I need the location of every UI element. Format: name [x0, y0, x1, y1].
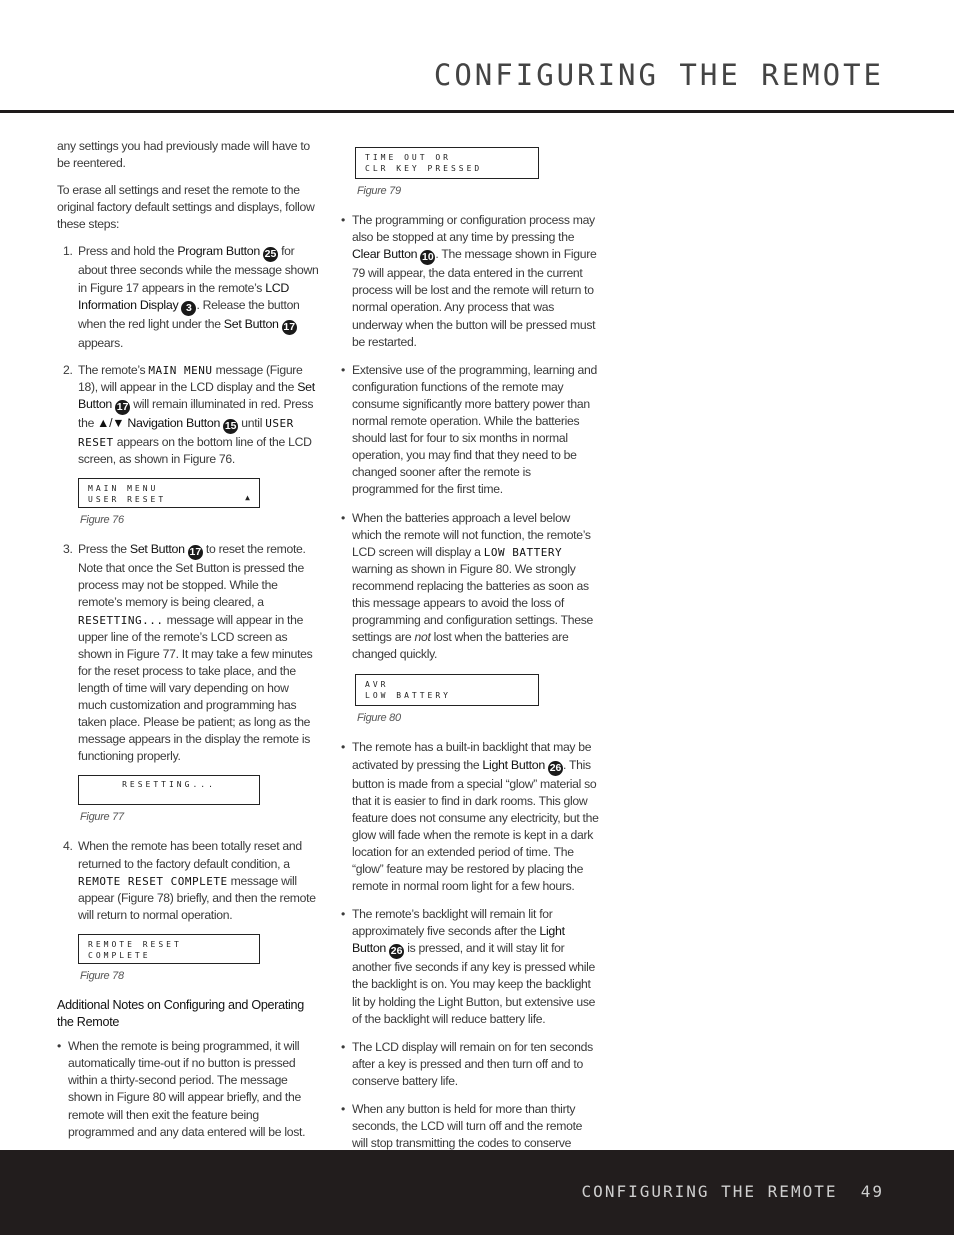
note-item: • The LCD display will remain on for ten seconds after a key is pressed and then turn off and to conserve battery life. [341, 1039, 599, 1090]
callout-number-icon: 26 [549, 761, 562, 774]
figure-79 [355, 147, 599, 200]
footer-title [582, 1182, 884, 1201]
note-text: The programming or configuration process may also be stopped at any time by pressing the [352, 213, 595, 245]
step-number: 2. [63, 362, 73, 377]
notes-list [57, 1038, 319, 1141]
step-text: Press the [78, 542, 130, 557]
lcd-screen [78, 775, 260, 805]
section-heading: Additional Notes on Configuring and Operating the Remote [57, 998, 304, 1030]
intro-paragraph-2: To erase all settings and reset the remote to the original factory default settings and displays, follow these steps: [57, 183, 315, 232]
note-item [341, 906, 599, 1028]
lcd-message-inline: USER RESET [78, 416, 294, 449]
step-text: The remote’s [78, 362, 149, 377]
lcd-line-1: MAIN MENU [88, 484, 159, 494]
note-item: • Extensive use of the programming, learning and configuration functions of the remote may consume significantly more battery power than normal remote operation. While the batteries should last for four to six months in normal operation, you may find that they need to be changed sooner after the remote is programmed for the first time. [341, 362, 599, 499]
figure-caption: Figure 78 [80, 969, 124, 982]
callout-number-icon: 10 [422, 251, 434, 264]
step-text: message will appear (Figure 78) briefly, and then the remote will return to normal operation. [78, 873, 316, 922]
figure-caption: Figure 76 [80, 514, 124, 527]
lcd-display-label: LCD Information Display [78, 280, 290, 312]
callout-number-icon: 17 [189, 546, 202, 559]
set-button-label: Set Button [78, 379, 315, 411]
note-text: is pressed, and it will stay lit for another five seconds if any key is pressed while the backlight is on. You may keep the backlight lit by holding the Light Button, but extensive use of the backlight will reduce battery life. [352, 941, 596, 1026]
lcd-screen [78, 934, 260, 964]
lcd-line-2: COMPLETE [88, 950, 151, 960]
notes-list-continued-2 [341, 739, 599, 1169]
intro-paragraph-1: any settings you had previously made will have to be reentered. [57, 139, 310, 171]
lcd-line-2: LOW BATTERY [365, 691, 451, 701]
callout-number-icon: 25 [264, 248, 277, 261]
navigation-button-label: ▲/▼ Navigation Button [97, 415, 221, 430]
figure-caption: Figure 79 [357, 185, 401, 197]
set-button-label: Set Button [223, 316, 279, 331]
page-number: 49 [860, 1182, 884, 1201]
left-column [57, 138, 319, 1152]
step-text: . Release the button when the red light under the [78, 297, 300, 331]
step-text: Press and hold the [78, 244, 178, 259]
callout-number-icon: 3 [181, 301, 196, 316]
footer-section-title: CONFIGURING THE REMOTE [581, 1182, 838, 1201]
step-2 [57, 362, 319, 468]
lcd-line-1: AVR [365, 680, 389, 690]
step-1 [57, 243, 319, 351]
figure-caption: Figure 77 [80, 811, 124, 824]
callout-number-icon: 17 [116, 400, 129, 413]
lcd-screen [355, 147, 539, 179]
lcd-line-1: RESETTING... [122, 780, 216, 790]
lcd-line-2: USER RESET [88, 495, 167, 505]
lcd-line-1: REMOTE RESET [88, 939, 182, 949]
step-text: until [238, 415, 266, 430]
note-item [341, 212, 599, 351]
note-text: The remote has a built-in backlight that may be activated by pressing the [352, 740, 592, 772]
note-text: . This button is made from a special “glow” material so that it is easier to find in dark rooms. This glow feature does not consume any electricity, but the glow will fade when the remote is kept in a dark location for an extended period of time. The “glow” feature may be restored by placing the remote in normal room light for a few hours. [352, 757, 599, 894]
step-text: message will appear in the upper line of the remote’s LCD screen as shown in Figure 77. It may take a few minutes for the reset process to take place, and the length of time will vary depending on how much customization and programming has taken place. Please be patient; as long as the message appears in the display the remote is functioning properly. [78, 612, 313, 764]
callout-number-icon: 17 [283, 320, 296, 333]
step-number: 1. [63, 244, 73, 259]
clear-button-label: Clear Button [352, 247, 418, 262]
lcd-message-inline: RESETTING... [78, 613, 164, 627]
note-text: . The message shown in Figure 79 will appear, the data entered in the current process will be lost and the remote will return to normal operation. Any process that was underway when the button will be pressed must be restarted. [352, 247, 597, 349]
figure-78 [78, 934, 319, 985]
note-text: lost when the batteries are changed quickly. [352, 630, 569, 662]
note-item [341, 739, 599, 895]
reset-steps-cont [57, 541, 319, 765]
step-number: 3. [63, 542, 73, 557]
note-text: When the batteries approach a level below which the remote will not function, the remote’s LCD screen will display a [352, 510, 591, 559]
reset-steps [57, 243, 319, 468]
set-button-label: Set Button [129, 542, 185, 557]
program-button-label: Program Button [177, 244, 260, 259]
step-text: for about three seconds while the message shown in Figure 17 appears in the remote’s [78, 244, 319, 295]
note-item [341, 510, 599, 664]
figure-77 [78, 775, 319, 826]
lcd-line-1: TIME OUT OR [365, 153, 451, 162]
page-title: CONFIGURING THE REMOTE [433, 58, 884, 92]
callout-number-icon: 26 [390, 945, 403, 958]
emphasis-text: not [414, 630, 431, 645]
step-text: When the remote has been totally reset and returned to the factory default condition, a [78, 839, 302, 871]
light-button-label: Light Button [352, 924, 565, 956]
step-text: to reset the remote. Note that once the Set Button is pressed the process may not be stopped. While the remote’s memory is being cleared, a [78, 542, 306, 610]
step-text: appears on the bottom line of the LCD screen, as shown in Figure 76. [78, 434, 312, 467]
lcd-message-inline: LOW BATTERY [483, 545, 563, 559]
figure-80 [355, 674, 599, 727]
step-number: 4. [63, 839, 73, 854]
step-text: appears. [78, 335, 124, 350]
lcd-line-2: CLR KEY PRESSED [365, 164, 483, 173]
up-arrow-icon: ▲ [245, 493, 250, 503]
step-text: message (Figure 18), will appear in the LCD display and the [78, 362, 303, 394]
figure-caption: Figure 80 [357, 712, 401, 725]
reset-steps-cont-2 [57, 838, 319, 923]
note-text: The remote’s backlight will remain lit for approximately five seconds after the [352, 907, 553, 939]
light-button-label: Light Button [482, 757, 545, 772]
footer-bar [0, 1150, 954, 1235]
lcd-screen [78, 478, 260, 508]
right-column [341, 138, 599, 1180]
lcd-message-inline: MAIN MENU [148, 363, 213, 377]
note-item: • When any button is held for more than thirty seconds, the LCD will turn off and the remote will stop transmitting the codes to conserve [341, 1101, 599, 1169]
lcd-screen [355, 674, 539, 706]
step-3 [57, 541, 319, 765]
figure-76 [78, 478, 319, 529]
step-text: will remain illuminated in red. Press the [78, 396, 314, 430]
callout-number-icon: 15 [224, 419, 237, 432]
header-rule [0, 110, 954, 113]
step-4 [57, 838, 319, 923]
note-item: • When the remote is being programmed, it will automatically time-out if no button is pressed within a thirty-second period. The message shown in Figure 80 will appear briefly, and the remote will then exit the feature being programmed and any data entered will be lost. [57, 1038, 319, 1141]
lcd-message-inline: REMOTE RESET COMPLETE [78, 874, 228, 888]
notes-list-continued [341, 212, 599, 663]
note-text: warning as shown in Figure 80. We strongly recommend replacing the batteries as soon as this message appears to avoid the loss of programming and configuration settings. These settings are [352, 561, 594, 645]
